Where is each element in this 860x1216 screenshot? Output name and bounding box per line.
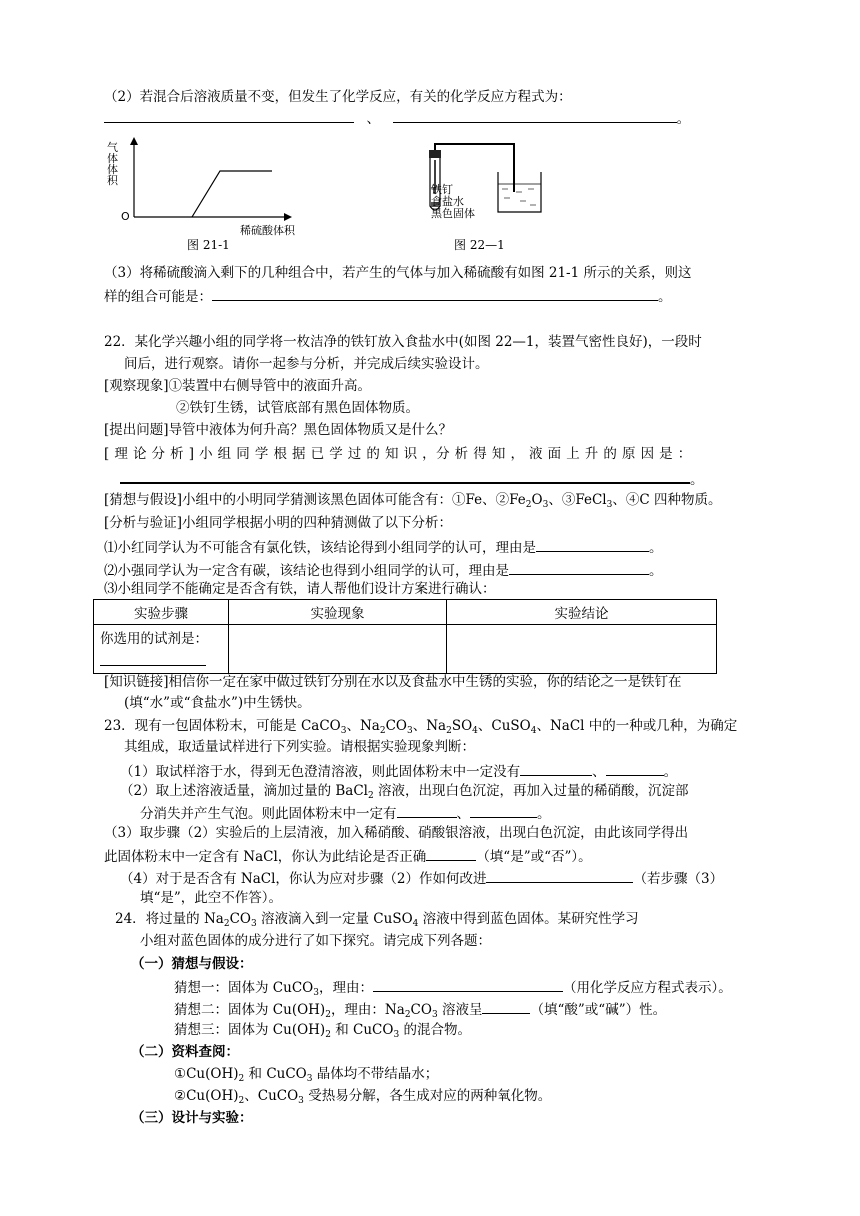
answer-blank[interactable] — [486, 868, 633, 883]
table-cell-conclusion[interactable] — [447, 625, 717, 674]
q22-theory-blank-row: 。 — [120, 468, 704, 489]
answer-blank[interactable] — [426, 846, 476, 861]
label-iron-nail: 铁钉 — [431, 183, 453, 196]
q22-stem-line1: 22．某化学兴趣小组的同学将一枚洁净的铁钉放入食盐水中(如图 22—1，装置气密性良好)，一段时 — [104, 334, 702, 350]
q23-step3-line1: （3）取步骤（2）实验后的上层清液，加入稀硝酸、硝酸银溶液，出现白色沉淀，由此该同学得出 — [104, 825, 689, 841]
table-header: 实验现象 — [229, 600, 447, 625]
table-cell-reagent[interactable]: 你选用的试剂是： — [94, 625, 229, 674]
q23-step3-line2: 此固体粉末中一定含有 NaCl，你认为此结论是否正确 （填“是”或“否”）。 — [104, 846, 592, 866]
q23-stem-line2: 其组成，取适量试样进行下列实验。请根据实验现象判断： — [124, 739, 475, 755]
answer-blank[interactable] — [520, 761, 592, 776]
table-cell-phenomenon[interactable] — [229, 625, 447, 674]
label-salt-water: 食盐水 — [431, 195, 464, 208]
graph-x-label: 稀硫酸体积 — [240, 224, 295, 237]
q21-part2: （2）若混合后溶液质量不变，但发生了化学反应，有关的化学反应方程式为： — [104, 89, 572, 105]
table-header: 实验步骤 — [94, 600, 229, 625]
answer-blank[interactable] — [373, 977, 563, 992]
experiment-table — [93, 599, 717, 674]
answer-blank[interactable] — [536, 537, 649, 552]
answer-blank[interactable] — [393, 108, 677, 123]
q22-observation-2: ②铁钉生锈，试管底部有黑色固体物质。 — [176, 400, 419, 416]
answer-blank[interactable] — [120, 468, 690, 484]
q23-step2-line2: 分消失并产生气泡。则此固体粉末中一定有 、 。 — [140, 803, 551, 823]
q24-guess-2: 猜想二：固体为 $Cu(OH)_2$，理由：$Na_2CO_3$ 溶液呈 （填“酸”或“碱”）性。 — [174, 999, 666, 1019]
q24-section-experiment: （三）设计与实验： — [131, 1110, 253, 1126]
q24-section-hypothesis: （一）猜想与假设： — [131, 956, 253, 972]
q24-reference-2: $②Cu(OH)_2$、CuCO$_3$ 受热易分解，各生成对应的两种氧化物。 — [174, 1088, 552, 1106]
table-header: 实验结论 — [447, 600, 717, 625]
q23-step2-line1: （2）取上述溶液适量，滴加过量的 BaCl$_2$ 溶液，出现白色沉淀，再加入过量的稀硝酸，沉淀部 — [120, 783, 689, 801]
answer-blank[interactable] — [509, 560, 649, 575]
q22-stem-line2: 间后，进行观察。请你一起参与分析，并完成后续实验设计。 — [124, 356, 489, 372]
q22-hypothesis: [猜想与假设]小组中的小明同学猜测该黑色固体可能含有：①Fe、$②Fe_2O_3$、③FeCl$_3$、④C 四种物质。 — [104, 492, 722, 510]
q22-knowledge-link-2: (填“水”或“食盐水”)中生锈快。 — [124, 695, 311, 711]
answer-blank[interactable] — [212, 286, 658, 301]
q21-part3-line2: 样的组合可能是： 。 — [104, 286, 672, 306]
answer-blank[interactable] — [482, 999, 530, 1014]
q23-stem-line1: 23．现有一包固体粉末，可能是 CaCO$_3$、$Na_2CO_3$、$Na_2SO_4$、CuSO$_4$、NaCl 中的一种或几种，为确定 — [104, 718, 738, 736]
q22-analysis-head: [分析与验证]小组同学根据小明的四种猜测做了以下分析： — [104, 515, 453, 531]
answer-blank[interactable] — [606, 761, 664, 776]
q24-reference-1: $①Cu(OH)_2$ 和 CuCO$_3$ 晶体均不带结晶水； — [174, 1066, 439, 1084]
q24-stem-line2: 小组对蓝色固体的成分进行了如下探究。请完成下列各题： — [140, 933, 491, 949]
graph-origin: O — [121, 210, 130, 223]
q22-knowledge-link-1: [知识链接]相信你一定在家中做过铁钉分别在水以及食盐水中生锈的实验，你的结论之一是铁钉在 — [104, 674, 682, 690]
label-black-solid: 黑色固体 — [431, 207, 475, 220]
figure-caption-21-1: 图 21-1 — [187, 238, 230, 252]
q22-analysis-3: ⑶小组同学不能确定是否含有铁，请人帮他们设计方案进行确认： — [104, 581, 496, 597]
answer-blank[interactable] — [470, 803, 537, 818]
q22-analysis-1: ⑴小红同学认为不可能含有氯化铁，该结论得到小组同学的认可，理由是 。 — [104, 537, 663, 557]
q21-part3-line1: （3）将稀硫酸滴入剩下的几种组合中，若产生的气体与加入稀硫酸有如图 21-1 所示的关系，则这 — [104, 265, 692, 281]
q22-theory: [ 理 论 分 析 ] 小 组 同 学 根 据 已 学 过 的 知 识 ，分 析 得 知 ， 液 面 上 升 的 原 因 是 ： — [104, 446, 692, 462]
q22-analysis-2: ⑵小强同学认为一定含有碳，该结论也得到小组同学的认可，理由是 。 — [104, 560, 663, 580]
q24-guess-3: 猜想三：固体为 $Cu(OH)_2$ 和 CuCO$_3$ 的混合物。 — [174, 1022, 471, 1040]
q24-guess-1: 猜想一：固体为 CuCO$_3$，理由： （用化学反应方程式表示）。 — [174, 977, 732, 997]
graph-y-label: 气体体积 — [107, 141, 118, 187]
answer-blank[interactable] — [104, 108, 354, 123]
q23-step4-line1: （4）对于是否含有 NaCl，你认为应对步骤（2）作如何改进 （若步骤（3） — [120, 868, 723, 888]
q22-observation-1: [观察现象]①装置中右侧导管中的液面升高。 — [104, 378, 372, 394]
answer-blank[interactable] — [397, 803, 457, 818]
q22-question: [提出问题]导管中液体为何升高？黑色固体物质又是什么？ — [104, 422, 453, 438]
q24-section-reference: （二）资料查阅： — [131, 1044, 239, 1060]
q23-step1: （1）取试样溶于水，得到无色澄清溶液，则此固体粉末中一定没有 、 。 — [120, 761, 677, 781]
figure-caption-22-1: 图 22—1 — [454, 238, 505, 252]
q21-blank-row: 、 。 — [104, 108, 690, 128]
q24-stem-line1: 24．将过量的 $Na_2CO_3$ 溶液滴入到一定量 CuSO$_4$ 溶液中得到蓝色固体。某研究性学习 — [115, 911, 639, 929]
q23-step4-line2: 填“是”，此空不作答）。 — [140, 890, 283, 906]
